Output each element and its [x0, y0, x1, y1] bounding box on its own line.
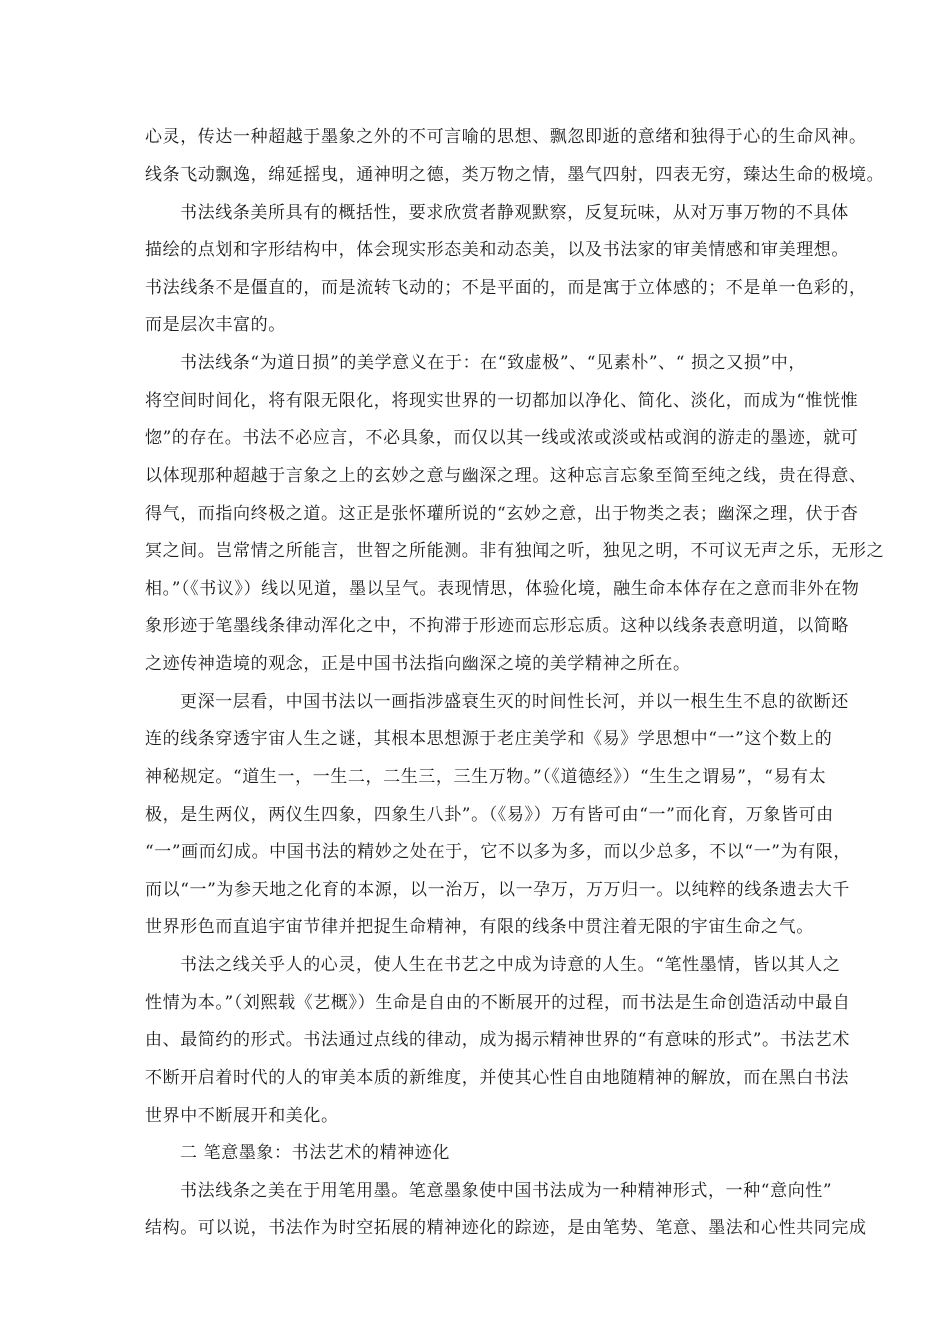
text-line: 描绘的点划和字形结构中，体会现实形态美和动态美，以及书法家的审美情感和审美理想。 — [145, 240, 849, 260]
text-line: 世界中不断展开和美化。 — [145, 1106, 339, 1126]
text-line: 象形迹于笔墨线条律动浑化之中，不拘滞于形迹而忘形忘质。这种以线条表意明道，以简略 — [145, 616, 849, 636]
text-line: 不断开启着时代的人的审美本质的新维度，并使其心性自由地随精神的解放，而在黑白书法 — [145, 1068, 849, 1088]
text-line: 由、最简约的形式。书法通过点线的律动，成为揭示精神世界的“有意味的形式”。书法艺术 — [145, 1030, 850, 1050]
text-line: 之迹传神造境的观念，正是中国书法指向幽深之境的美学精神之所在。 — [145, 654, 691, 674]
text-line: 结构。可以说，书法作为时空拓展的精神迹化的踪迹，是由笔势、笔意、墨法和心性共同完成 — [145, 1218, 867, 1238]
paragraph-first-line: 书法之线关乎人的心灵，使人生在书艺之中成为诗意的人生。“笔性墨情，皆以其人之 — [180, 955, 841, 975]
paragraph-first-line: 书法线条之美在于用笔用墨。笔意墨象使中国书法成为一种精神形式，一种“意向性” — [180, 1181, 833, 1201]
text-line: 而是层次丰富的。 — [145, 315, 286, 335]
text-line: 极，是生两仪，两仪生四象，四象生八卦”。（《易》）万有皆可由“一”而化育，万象皆可由 — [145, 805, 834, 825]
text-line: “一”画而幻成。中国书法的精妙之处在于，它不以多为多，而以少总多，不以“一”为有限， — [145, 842, 851, 862]
paragraph-first-line: 更深一层看，中国书法以一画指涉盛衰生灭的时间性长河，并以一根生生不息的欲断还 — [180, 692, 849, 712]
text-line: 惚”的存在。书法不必应言，不必具象，而仅以其一线或浓或淡或枯或润的游走的墨迹，就可 — [145, 428, 859, 448]
paragraph-first-line: 书法线条“为道日损”的美学意义在于：在“致虚极”、“见素朴”、“ 损之又损”中， — [180, 353, 806, 373]
text-line: 性情为本。”（刘熙载《艺概》）生命是自由的不断展开的过程，而书法是生命创造活动中最自 — [145, 993, 851, 1013]
section-heading: 二 笔意墨象：书法艺术的精神迹化 — [180, 1143, 451, 1163]
paragraph-first-line: 书法线条美所具有的概括性，要求欣赏者静观默察，反复玩味，从对万事万物的不具体 — [180, 203, 849, 223]
text-line: 冥之间。岂常情之所能言，世智之所能测。非有独闻之听，独见之明，不可议无声之乐，无形之 — [145, 541, 885, 561]
text-line: 神秘规定。“道生一，一生二，二生三，三生万物。”（《道德经》）“生生之谓易”，“易有太 — [145, 767, 827, 787]
text-line: 而以“一”为参天地之化育的本源，以一治万，以一孕万，万万归一。以纯粹的线条遗去大千 — [145, 880, 850, 900]
text-line: 书法线条不是僵直的，而是流转飞动的；不是平面的，而是寓于立体感的；不是单一色彩的， — [145, 278, 867, 298]
text-line: 相。”（《书议》）线以见道，墨以呈气。表现情思，体验化境，融生命本体存在之意而非外在物 — [145, 579, 860, 599]
text-line: 得气，而指向终极之道。这正是张怀瓘所说的“玄妙之意，出于物类之表；幽深之理，伏于杳 — [145, 504, 859, 524]
text-line: 连的线条穿透宇宙人生之谜，其根本思想源于老庄美学和《易》学思想中“一”这个数上的 — [145, 729, 833, 749]
text-line: 线条飞动飘逸，绵延摇曳，通神明之德，类万物之情，墨气四射，四表无穷，臻达生命的极境。 — [145, 165, 885, 185]
text-line: 世界形色而直追宇宙节律并把捉生命精神，有限的线条中贯注着无限的宇宙生命之气。 — [145, 917, 814, 937]
text-line: 心灵，传达一种超越于墨象之外的不可言喻的思想、飘忽即逝的意绪和独得于心的生命风神。 — [145, 127, 867, 147]
text-line: 将空间时间化，将有限无限化，将现实世界的一切都加以净化、简化、淡化，而成为“惟恍惟 — [145, 391, 859, 411]
text-line: 以体现那种超越于言象之上的玄妙之意与幽深之理。这种忘言忘象至简至纯之线，贵在得意、 — [145, 466, 867, 486]
